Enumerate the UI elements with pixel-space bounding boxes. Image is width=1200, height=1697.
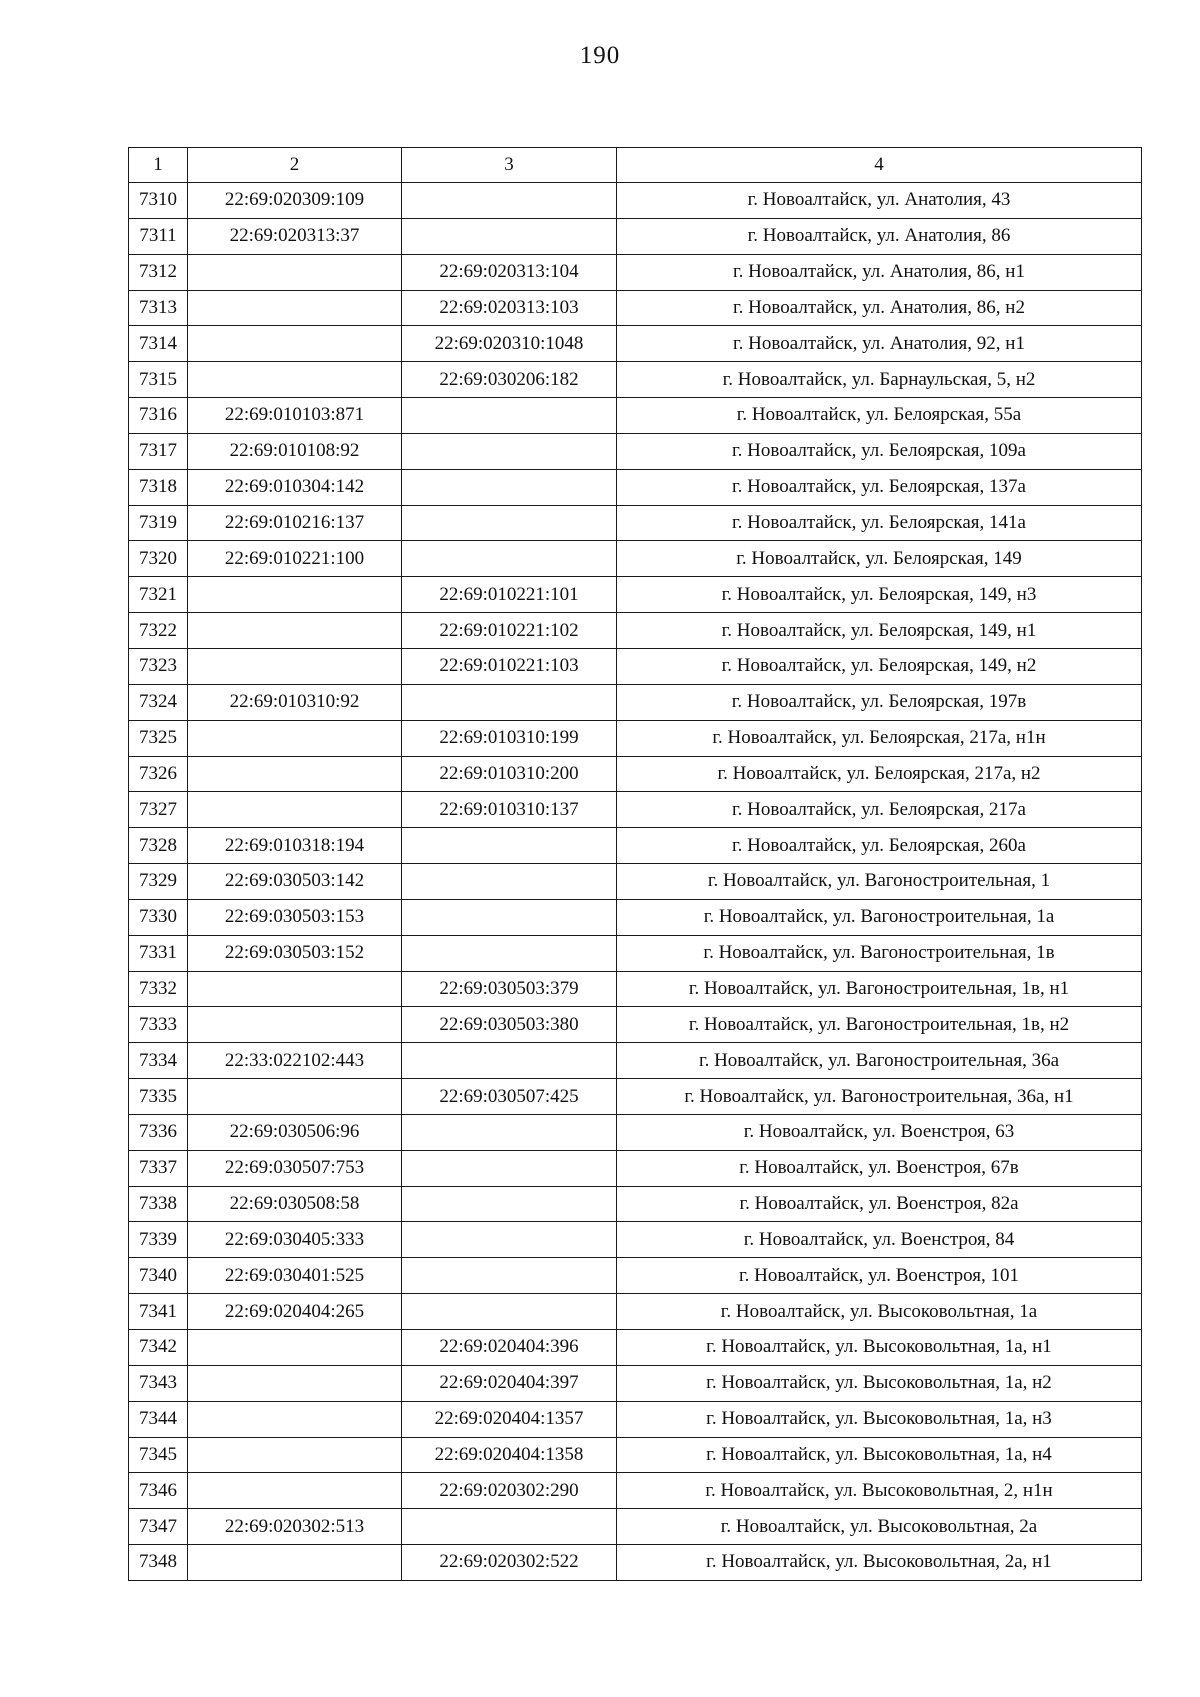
- address-cell: г. Новоалтайск, ул. Военстроя, 67в: [617, 1150, 1142, 1186]
- address-cell: г. Новоалтайск, ул. Белоярская, 217а, н1н: [617, 720, 1142, 756]
- premises-cadastral-cell: 22:69:010310:199: [402, 720, 617, 756]
- table-row: [129, 613, 1142, 649]
- cadastral-number-cell: [188, 648, 402, 684]
- table-row: [129, 1401, 1142, 1437]
- premises-cadastral-cell: [402, 218, 617, 254]
- premises-cadastral-cell: [402, 828, 617, 864]
- address-cell: г. Новоалтайск, ул. Белоярская, 149, н2: [617, 648, 1142, 684]
- address-cell: г. Новоалтайск, ул. Высоковольтная, 2, н1н: [617, 1473, 1142, 1509]
- premises-cadastral-cell: 22:69:020313:104: [402, 254, 617, 290]
- address-cell: г. Новоалтайск, ул. Белоярская, 149, н1: [617, 613, 1142, 649]
- cadastral-number-cell: [188, 792, 402, 828]
- cadastral-number-cell: 22:69:020313:37: [188, 218, 402, 254]
- table-row: [129, 1365, 1142, 1401]
- row-number-cell: 7311: [129, 218, 188, 254]
- premises-cadastral-cell: [402, 433, 617, 469]
- premises-cadastral-cell: [402, 1114, 617, 1150]
- address-cell: г. Новоалтайск, ул. Анатолия, 43: [617, 183, 1142, 219]
- address-cell: г. Новоалтайск, ул. Вагоностроительная, 1а: [617, 899, 1142, 935]
- row-number-cell: 7310: [129, 183, 188, 219]
- address-cell: г. Новоалтайск, ул. Белоярская, 55а: [617, 398, 1142, 434]
- row-number-cell: 7318: [129, 469, 188, 505]
- row-number-cell: 7328: [129, 828, 188, 864]
- table-row: [129, 720, 1142, 756]
- premises-cadastral-cell: [402, 864, 617, 900]
- cadastral-number-cell: [188, 613, 402, 649]
- premises-cadastral-cell: [402, 1043, 617, 1079]
- cadastral-number-cell: 22:69:020309:109: [188, 183, 402, 219]
- premises-cadastral-cell: [402, 398, 617, 434]
- cadastral-number-cell: [188, 326, 402, 362]
- cadastral-number-cell: 22:69:030401:525: [188, 1258, 402, 1294]
- premises-cadastral-cell: [402, 1150, 617, 1186]
- table-row: [129, 1509, 1142, 1545]
- table-row: [129, 218, 1142, 254]
- row-number-cell: 7336: [129, 1114, 188, 1150]
- table-row: [129, 362, 1142, 398]
- cadastral-number-cell: [188, 971, 402, 1007]
- premises-cadastral-cell: 22:69:030503:379: [402, 971, 617, 1007]
- row-number-cell: 7314: [129, 326, 188, 362]
- table-row: [129, 1258, 1142, 1294]
- address-cell: г. Новоалтайск, ул. Анатолия, 86, н1: [617, 254, 1142, 290]
- cadastral-number-cell: 22:69:020404:265: [188, 1294, 402, 1330]
- address-cell: г. Новоалтайск, ул. Вагоностроительная, 1в, н1: [617, 971, 1142, 1007]
- address-cell: г. Новоалтайск, ул. Белоярская, 149: [617, 541, 1142, 577]
- table-row: [129, 577, 1142, 613]
- address-cell: г. Новоалтайск, ул. Белоярская, 109а: [617, 433, 1142, 469]
- table-row: [129, 1007, 1142, 1043]
- address-cell: г. Новоалтайск, ул. Высоковольтная, 1а, н1: [617, 1330, 1142, 1366]
- row-number-cell: 7322: [129, 613, 188, 649]
- premises-cadastral-cell: [402, 183, 617, 219]
- address-cell: г. Новоалтайск, ул. Белоярская, 137а: [617, 469, 1142, 505]
- row-number-cell: 7337: [129, 1150, 188, 1186]
- table-row: [129, 1294, 1142, 1330]
- row-number-cell: 7332: [129, 971, 188, 1007]
- row-number-cell: 7331: [129, 935, 188, 971]
- table-row: [129, 1114, 1142, 1150]
- table-row: [129, 864, 1142, 900]
- cadastral-number-cell: [188, 756, 402, 792]
- row-number-cell: 7343: [129, 1365, 188, 1401]
- row-number-cell: 7323: [129, 648, 188, 684]
- address-cell: г. Новоалтайск, ул. Высоковольтная, 1а, н2: [617, 1365, 1142, 1401]
- row-number-cell: 7339: [129, 1222, 188, 1258]
- premises-cadastral-cell: 22:69:030503:380: [402, 1007, 617, 1043]
- column-header-3: 3: [402, 148, 617, 183]
- header-row: [129, 148, 1142, 183]
- row-number-cell: 7344: [129, 1401, 188, 1437]
- address-cell: г. Новоалтайск, ул. Высоковольтная, 1а, н4: [617, 1437, 1142, 1473]
- row-number-cell: 7334: [129, 1043, 188, 1079]
- cadastral-number-cell: [188, 720, 402, 756]
- table-row: [129, 541, 1142, 577]
- registry-table: [128, 147, 1142, 1581]
- row-number-cell: 7319: [129, 505, 188, 541]
- premises-cadastral-cell: 22:69:020404:396: [402, 1330, 617, 1366]
- address-cell: г. Новоалтайск, ул. Вагоностроительная, 36а: [617, 1043, 1142, 1079]
- premises-cadastral-cell: 22:69:020310:1048: [402, 326, 617, 362]
- premises-cadastral-cell: [402, 1258, 617, 1294]
- row-number-cell: 7346: [129, 1473, 188, 1509]
- cadastral-number-cell: [188, 254, 402, 290]
- row-number-cell: 7333: [129, 1007, 188, 1043]
- cadastral-number-cell: [188, 1330, 402, 1366]
- cadastral-number-cell: 22:69:010103:871: [188, 398, 402, 434]
- table-row: [129, 254, 1142, 290]
- row-number-cell: 7312: [129, 254, 188, 290]
- address-cell: г. Новоалтайск, ул. Анатолия, 92, н1: [617, 326, 1142, 362]
- table-body: [129, 183, 1142, 1581]
- cadastral-number-cell: 22:69:010108:92: [188, 433, 402, 469]
- row-number-cell: 7329: [129, 864, 188, 900]
- row-number-cell: 7325: [129, 720, 188, 756]
- table-header: [129, 148, 1142, 183]
- address-cell: г. Новоалтайск, ул. Военстроя, 84: [617, 1222, 1142, 1258]
- row-number-cell: 7317: [129, 433, 188, 469]
- premises-cadastral-cell: 22:69:010310:137: [402, 792, 617, 828]
- address-cell: г. Новоалтайск, ул. Вагоностроительная, 1в: [617, 935, 1142, 971]
- row-number-cell: 7330: [129, 899, 188, 935]
- address-cell: г. Новоалтайск, ул. Военстроя, 82а: [617, 1186, 1142, 1222]
- premises-cadastral-cell: 22:69:030507:425: [402, 1079, 617, 1115]
- cadastral-number-cell: 22:33:022102:443: [188, 1043, 402, 1079]
- premises-cadastral-cell: 22:69:020404:1357: [402, 1401, 617, 1437]
- premises-cadastral-cell: 22:69:020404:397: [402, 1365, 617, 1401]
- address-cell: г. Новоалтайск, ул. Белоярская, 197в: [617, 684, 1142, 720]
- cadastral-number-cell: 22:69:010310:92: [188, 684, 402, 720]
- premises-cadastral-cell: [402, 684, 617, 720]
- cadastral-number-cell: 22:69:030503:152: [188, 935, 402, 971]
- row-number-cell: 7345: [129, 1437, 188, 1473]
- row-number-cell: 7320: [129, 541, 188, 577]
- premises-cadastral-cell: 22:69:010221:103: [402, 648, 617, 684]
- cadastral-number-cell: 22:69:010318:194: [188, 828, 402, 864]
- cadastral-number-cell: [188, 577, 402, 613]
- row-number-cell: 7347: [129, 1509, 188, 1545]
- cadastral-number-cell: [188, 1545, 402, 1581]
- premises-cadastral-cell: 22:69:020404:1358: [402, 1437, 617, 1473]
- address-cell: г. Новоалтайск, ул. Анатолия, 86, н2: [617, 290, 1142, 326]
- cadastral-number-cell: [188, 1007, 402, 1043]
- premises-cadastral-cell: [402, 541, 617, 577]
- address-cell: г. Новоалтайск, ул. Высоковольтная, 2а: [617, 1509, 1142, 1545]
- cadastral-number-cell: 22:69:030507:753: [188, 1150, 402, 1186]
- column-header-4: 4: [617, 148, 1142, 183]
- table-row: [129, 398, 1142, 434]
- cadastral-number-cell: [188, 1079, 402, 1115]
- row-number-cell: 7340: [129, 1258, 188, 1294]
- cadastral-number-cell: 22:69:020302:513: [188, 1509, 402, 1545]
- premises-cadastral-cell: [402, 1509, 617, 1545]
- table-row: [129, 1330, 1142, 1366]
- premises-cadastral-cell: [402, 899, 617, 935]
- row-number-cell: 7313: [129, 290, 188, 326]
- table-row: [129, 756, 1142, 792]
- row-number-cell: 7342: [129, 1330, 188, 1366]
- premises-cadastral-cell: 22:69:030206:182: [402, 362, 617, 398]
- row-number-cell: 7321: [129, 577, 188, 613]
- column-header-1: 1: [129, 148, 188, 183]
- table-row: [129, 1545, 1142, 1581]
- table-row: [129, 971, 1142, 1007]
- address-cell: г. Новоалтайск, ул. Белоярская, 217а: [617, 792, 1142, 828]
- premises-cadastral-cell: 22:69:010221:102: [402, 613, 617, 649]
- premises-cadastral-cell: 22:69:020313:103: [402, 290, 617, 326]
- table-row: [129, 1473, 1142, 1509]
- premises-cadastral-cell: [402, 935, 617, 971]
- table-row: [129, 1079, 1142, 1115]
- table-row: [129, 792, 1142, 828]
- table-row: [129, 648, 1142, 684]
- address-cell: г. Новоалтайск, ул. Белоярская, 217а, н2: [617, 756, 1142, 792]
- row-number-cell: 7335: [129, 1079, 188, 1115]
- premises-cadastral-cell: 22:69:010310:200: [402, 756, 617, 792]
- address-cell: г. Новоалтайск, ул. Военстроя, 101: [617, 1258, 1142, 1294]
- address-cell: г. Новоалтайск, ул. Барнаульская, 5, н2: [617, 362, 1142, 398]
- table-row: [129, 1150, 1142, 1186]
- row-number-cell: 7316: [129, 398, 188, 434]
- page-number: 190: [579, 42, 621, 69]
- cadastral-number-cell: [188, 1401, 402, 1437]
- cadastral-number-cell: 22:69:030506:96: [188, 1114, 402, 1150]
- address-cell: г. Новоалтайск, ул. Вагоностроительная, 1: [617, 864, 1142, 900]
- address-cell: г. Новоалтайск, ул. Анатолия, 86: [617, 218, 1142, 254]
- premises-cadastral-cell: 22:69:010221:101: [402, 577, 617, 613]
- cadastral-number-cell: [188, 1365, 402, 1401]
- address-cell: г. Новоалтайск, ул. Вагоностроительная, 36а, н1: [617, 1079, 1142, 1115]
- premises-cadastral-cell: [402, 1294, 617, 1330]
- premises-cadastral-cell: [402, 1186, 617, 1222]
- table-row: [129, 183, 1142, 219]
- table-row: [129, 290, 1142, 326]
- cadastral-number-cell: 22:69:010304:142: [188, 469, 402, 505]
- table-row: [129, 935, 1142, 971]
- cadastral-number-cell: 22:69:030508:58: [188, 1186, 402, 1222]
- address-cell: г. Новоалтайск, ул. Белоярская, 141а: [617, 505, 1142, 541]
- row-number-cell: 7348: [129, 1545, 188, 1581]
- row-number-cell: 7327: [129, 792, 188, 828]
- cadastral-number-cell: [188, 1437, 402, 1473]
- table-row: [129, 1222, 1142, 1258]
- row-number-cell: 7341: [129, 1294, 188, 1330]
- cadastral-number-cell: [188, 362, 402, 398]
- table-row: [129, 828, 1142, 864]
- cadastral-number-cell: [188, 290, 402, 326]
- address-cell: г. Новоалтайск, ул. Белоярская, 260а: [617, 828, 1142, 864]
- table-row: [129, 433, 1142, 469]
- table-row: [129, 1043, 1142, 1079]
- premises-cadastral-cell: [402, 505, 617, 541]
- table-row: [129, 326, 1142, 362]
- table-row: [129, 1437, 1142, 1473]
- table-row: [129, 1186, 1142, 1222]
- row-number-cell: 7326: [129, 756, 188, 792]
- table-row: [129, 469, 1142, 505]
- premises-cadastral-cell: [402, 469, 617, 505]
- premises-cadastral-cell: 22:69:020302:290: [402, 1473, 617, 1509]
- table-row: [129, 684, 1142, 720]
- cadastral-number-cell: 22:69:030405:333: [188, 1222, 402, 1258]
- premises-cadastral-cell: 22:69:020302:522: [402, 1545, 617, 1581]
- table-row: [129, 899, 1142, 935]
- address-cell: г. Новоалтайск, ул. Военстроя, 63: [617, 1114, 1142, 1150]
- cadastral-number-cell: 22:69:010221:100: [188, 541, 402, 577]
- row-number-cell: 7315: [129, 362, 188, 398]
- column-header-2: 2: [188, 148, 402, 183]
- address-cell: г. Новоалтайск, ул. Белоярская, 149, н3: [617, 577, 1142, 613]
- address-cell: г. Новоалтайск, ул. Вагоностроительная, 1в, н2: [617, 1007, 1142, 1043]
- address-cell: г. Новоалтайск, ул. Высоковольтная, 1а, н3: [617, 1401, 1142, 1437]
- cadastral-number-cell: 22:69:010216:137: [188, 505, 402, 541]
- row-number-cell: 7324: [129, 684, 188, 720]
- cadastral-number-cell: [188, 1473, 402, 1509]
- address-cell: г. Новоалтайск, ул. Высоковольтная, 1а: [617, 1294, 1142, 1330]
- address-cell: г. Новоалтайск, ул. Высоковольтная, 2а, н1: [617, 1545, 1142, 1581]
- row-number-cell: 7338: [129, 1186, 188, 1222]
- cadastral-number-cell: 22:69:030503:153: [188, 899, 402, 935]
- table-row: [129, 505, 1142, 541]
- cadastral-number-cell: 22:69:030503:142: [188, 864, 402, 900]
- premises-cadastral-cell: [402, 1222, 617, 1258]
